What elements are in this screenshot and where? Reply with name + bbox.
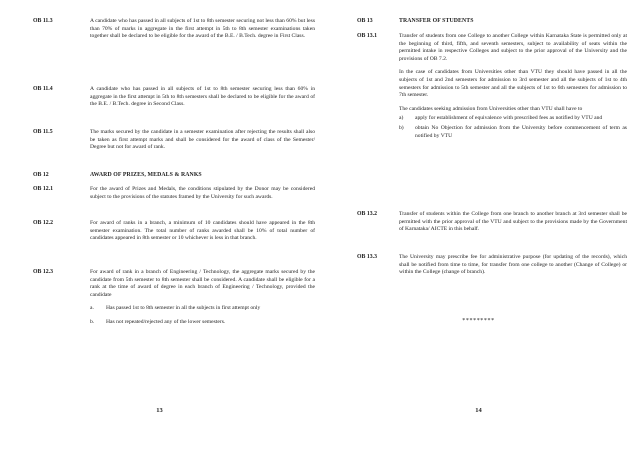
- clause-paragraph: The candidates seeking admission from Universities other than VTU shall have to: [399, 105, 583, 112]
- clause-text: The marks secured by the candidate in a semester examination after rejecting the results shall also be taken as first attempt marks and shall be considered for the award of class of the Semester/ Degree but not for award of rank.: [90, 129, 315, 151]
- requirement-list: [399, 115, 627, 140]
- page-number: 14: [475, 407, 482, 414]
- clause-code: OB 12.3: [33, 269, 53, 275]
- list-text: apply for establishment of equivalence with prescribed fees as notified by VTU and: [415, 115, 603, 122]
- clause-code: OB 13: [357, 18, 373, 24]
- clause-code: OB 11.5: [33, 129, 53, 135]
- section-heading: AWARD OF PRIZES, MEDALS & RANKS: [90, 172, 202, 178]
- clause-code: OB 11.4: [33, 86, 53, 92]
- clause-code: OB 13.3: [357, 254, 377, 260]
- clause-text: A candidate who has passed in all subjects of 1st to 8th semester securing less than 60% in aggregate in the first attempt in 5th to 8th semesters shall be declared to be eligible for the award of the B.E. / B.Tech. degree in Second Class.: [90, 86, 315, 108]
- list-marker: a): [399, 115, 404, 122]
- list-item: [90, 305, 315, 313]
- page-number: 13: [156, 407, 163, 414]
- clause-text: Transfer of students within the College from one branch to another branch at 3rd semester shall be permitted with the prior approval of the VTU and subject to the provisions made by the Government of Karnataka/ AICTE in this behalf.: [399, 211, 627, 233]
- list-text: Has not repeated/rejected any of the lower semesters.: [106, 318, 226, 325]
- clause-paragraph: In the case of candidates from Universities other than VTU they should have passed in all the subjects of 1st and 2nd semesters for admission to 3rd semester and all the subjects of 1st to 4th semesters for admission to 5th semester and all the subjects of 1st to 6th semesters for admission to 7th semester.: [399, 69, 627, 99]
- section-heading: TRANSFER OF STUDENTS: [399, 18, 474, 24]
- clause-body: [399, 33, 627, 142]
- list-marker: b.: [90, 318, 95, 325]
- list-marker: a.: [90, 305, 94, 312]
- list-item: [399, 115, 627, 123]
- list-text: obtain No Objection for admission from the University before commencement of term as notified by VTU: [415, 124, 627, 139]
- clause-code: OB 11.3: [33, 18, 53, 24]
- clause-code: OB 12.2: [33, 220, 53, 226]
- list-text: Has passed 1st to 8th semester in all the subjects in first attempt only: [106, 305, 261, 312]
- section-separator: *********: [462, 318, 495, 324]
- clause-text: The University may prescribe fee for administrative purpose (for updating of the records), which shall be notified from time to time, for transfer from one college to another (Change of College) or within the College (change of branch).: [399, 254, 627, 276]
- clause-code: OB 12.1: [33, 186, 53, 192]
- clause-body: [90, 269, 315, 327]
- list-item: [399, 125, 627, 140]
- clause-text: A candidate who has passed in all subjects of 1st to 8th semester securing not less than 60% but less than 70% of marks in aggregate in the first attempt in 5th to 8th semester examinations taken together shall be declared to be eligible for the award of the B.E. / B.Tech. degree in First Class.: [90, 18, 315, 40]
- clause-text: For the award of Prizes and Medals, the conditions stipulated by the Donor may be considered subject to the provisions of the statutes framed by the University for such awards.: [90, 186, 315, 200]
- clause-code: OB 13.1: [357, 33, 377, 39]
- clause-text: For award of ranks in a branch, a minimum of 10 candidates should have appeared in the 8th semester examination. The total number of ranks awarded shall be 10% of total number of candidates appeared in 8th semester or 10 whichever is less in that branch.: [90, 220, 315, 242]
- list-marker: b): [399, 124, 404, 131]
- page-14: [319, 0, 638, 451]
- clause-code: OB 12: [33, 172, 49, 178]
- clause-paragraph: Transfer of students from one College to another College within Karnataka State is permitted only at the beginning of third, fifth, and seventh semesters, subject to availability of seats within the permitted intake in respective Colleges and subject to the prior approval of the University and the provisions of OB 7.2.: [399, 33, 627, 62]
- clause-text: For award of rank in a branch of Engineering / Technology, the aggregate marks secured by the candidate from 5th semester to 8th semester shall be considered. A candidate shall be eligible for a rank at the time of award of degree in each branch of Engineering / Technology, provided the candidate: [90, 269, 315, 298]
- clause-code: OB 13.2: [357, 211, 377, 217]
- list-item: [90, 319, 315, 327]
